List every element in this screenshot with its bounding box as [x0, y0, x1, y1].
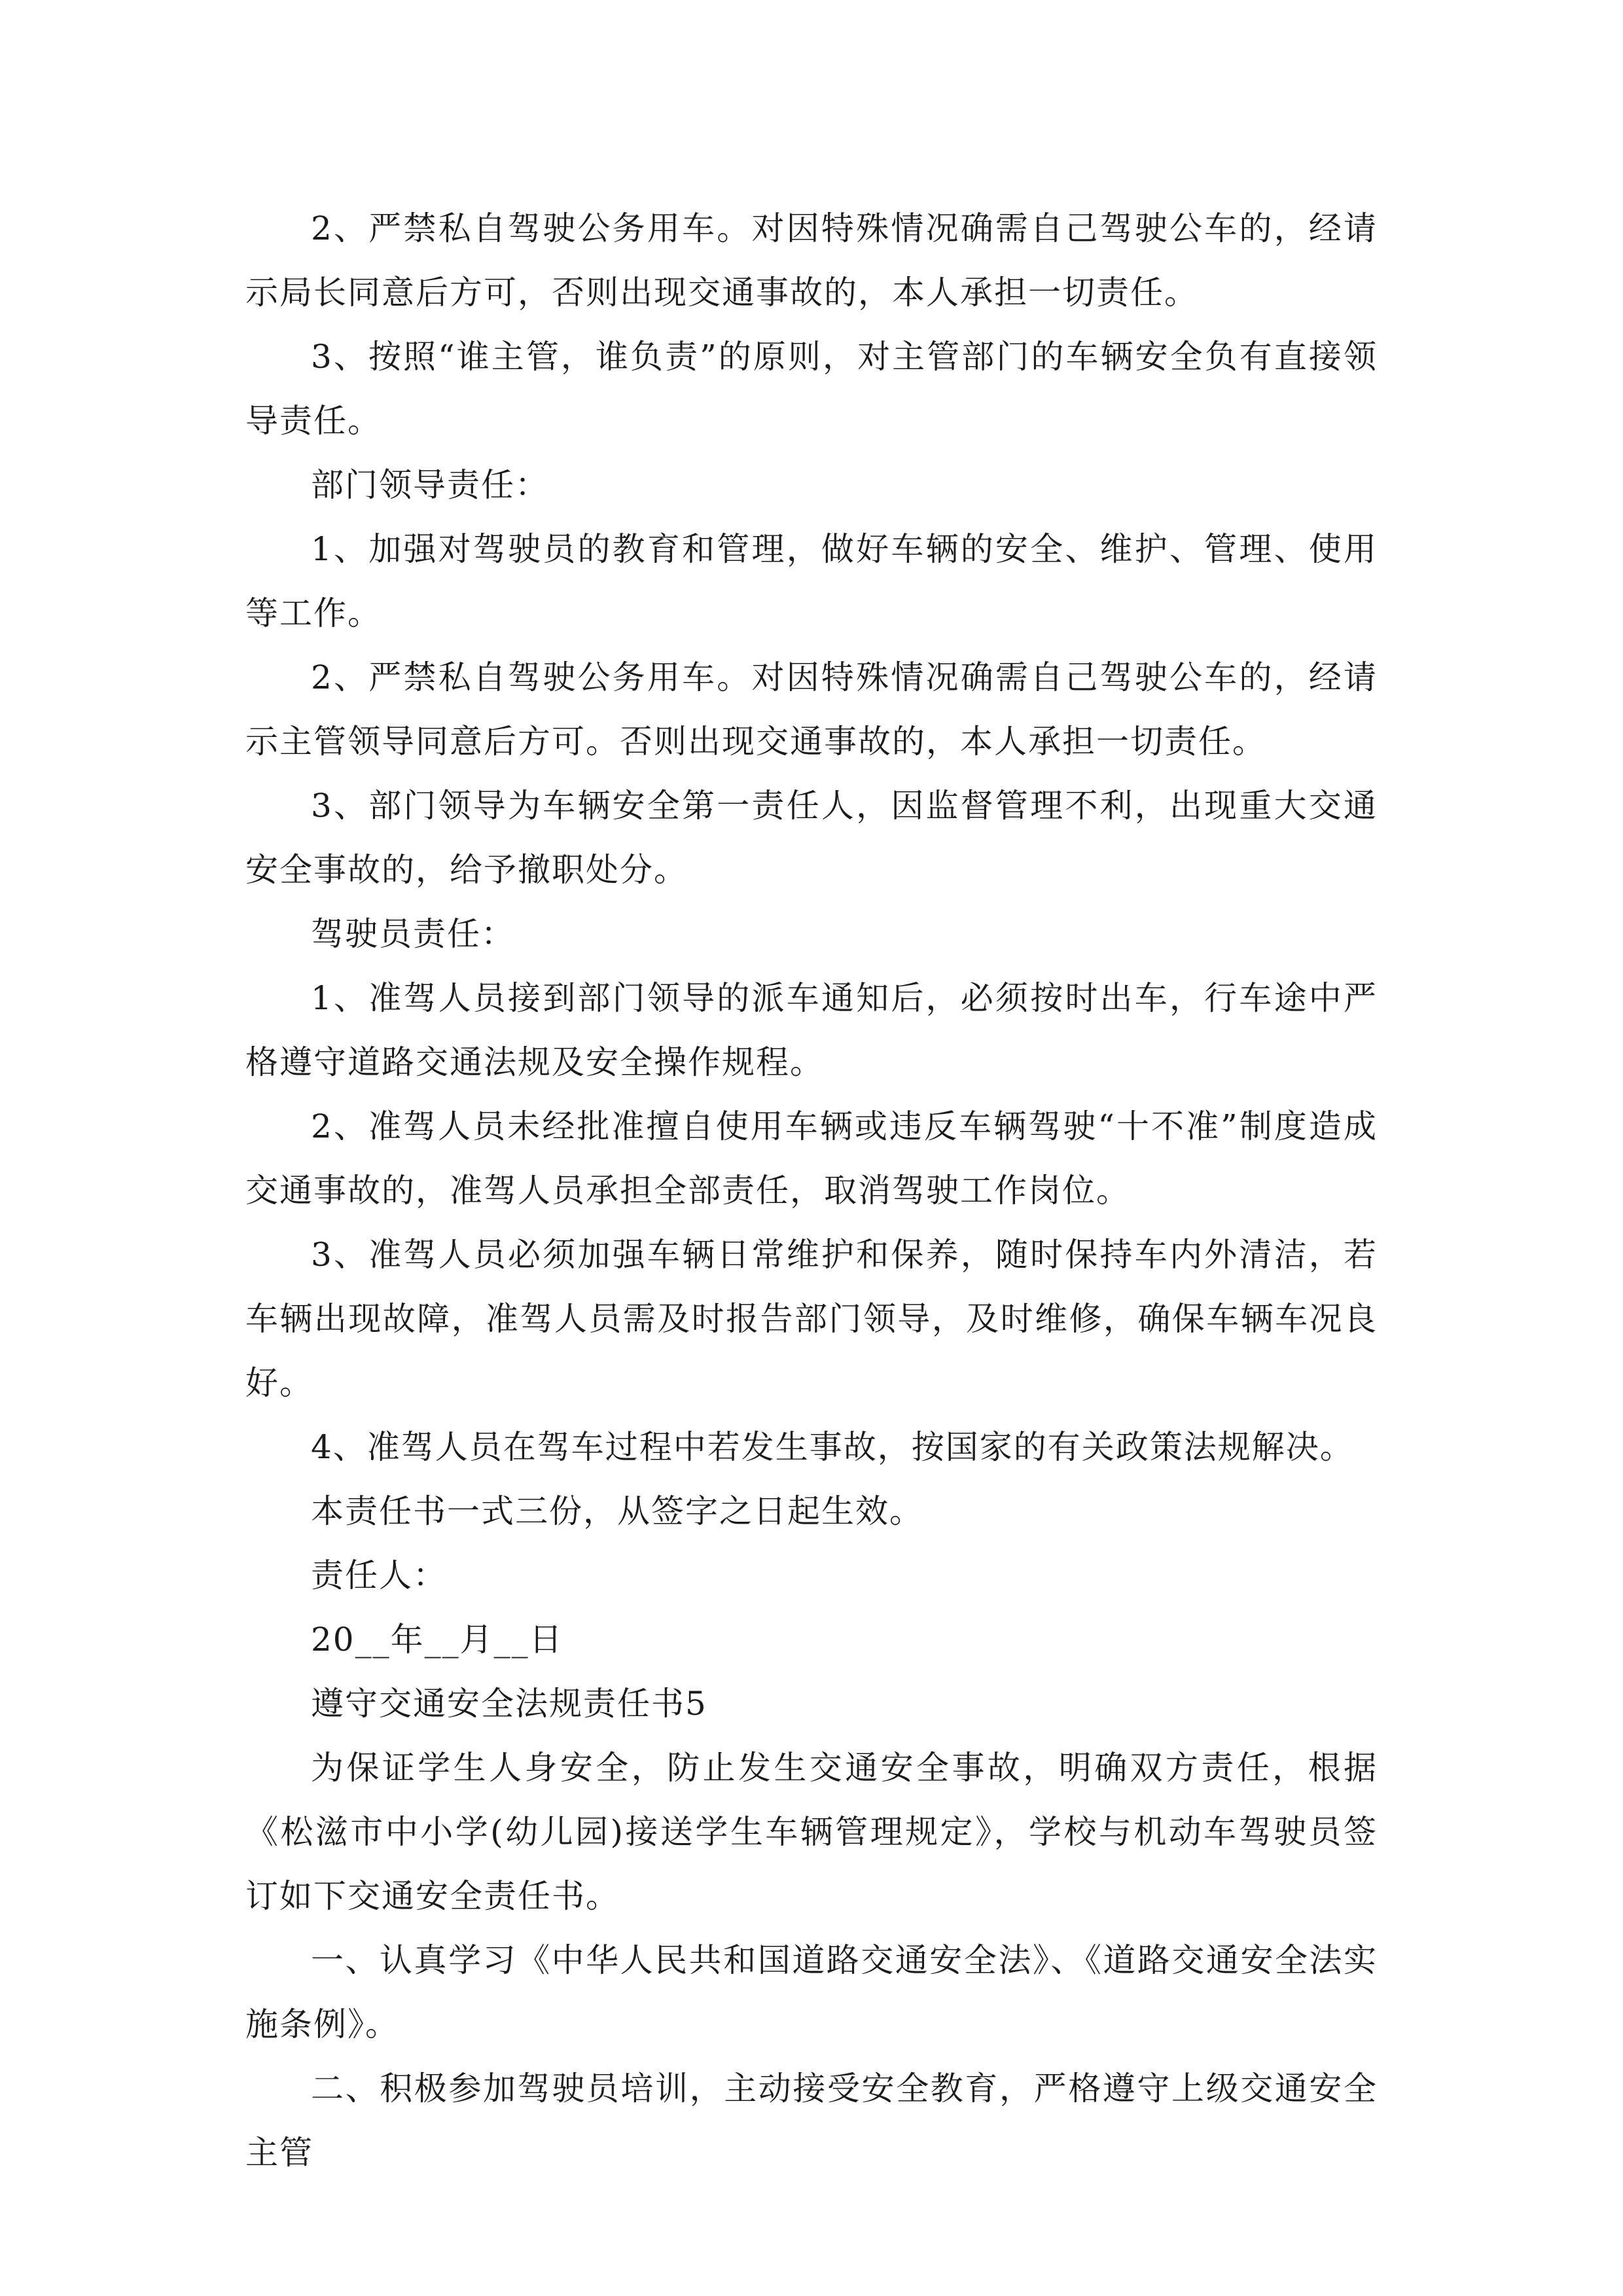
- paragraph: 2、严禁私自驾驶公务用车。对因特殊情况确需自己驾驶公车的，经请示局长同意后方可，否则出现交通事故的，本人承担一切责任。: [245, 209, 1378, 312]
- paragraph: 1、加强对驾驶员的教育和管理，做好车辆的安全、维护、管理、使用等工作。: [245, 530, 1378, 632]
- paragraph: 3、部门领导为车辆安全第一责任人，因监督管理不利，出现重大交通安全事故的，给予撤职处分。: [245, 787, 1378, 889]
- paragraph: 二、积极参加驾驶员培训，主动接受安全教育，严格遵守上级交通安全主管: [245, 2070, 1378, 2172]
- paragraph: 本责任书一式三份，从签字之日起生效。: [311, 1492, 923, 1530]
- date-line: 20__年__月__日: [311, 1621, 563, 1659]
- paragraph: 1、准驾人员接到部门领导的派车通知后，必须按时出车，行车途中严格遵守道路交通法规及安全操作规程。: [245, 979, 1378, 1081]
- section-heading: 部门领导责任：: [311, 466, 549, 504]
- section-heading: 驾驶员责任：: [311, 915, 515, 953]
- paragraph: 3、按照“谁主管，谁负责”的原则，对主管部门的车辆安全负有直接领导责任。: [245, 338, 1378, 440]
- paragraph: 为保证学生人身安全，防止发生交通安全事故，明确双方责任，根据《松滋市中小学(幼儿园)接送学生车辆管理规定》，学校与机动车驾驶员签订如下交通安全责任书。: [245, 1749, 1378, 1915]
- paragraph: 4、准驾人员在驾车过程中若发生事故，按国家的有关政策法规解决。: [311, 1428, 1354, 1466]
- signature-label: 责任人：: [311, 1556, 447, 1594]
- document-title: 遵守交通安全法规责任书5: [311, 1685, 707, 1723]
- document-body: [245, 196, 1378, 2185]
- paragraph: 2、准驾人员未经批准擅自使用车辆或违反车辆驾驶“十不准”制度造成交通事故的，准驾人员承担全部责任，取消驾驶工作岗位。: [245, 1107, 1378, 1210]
- paragraph: 一、认真学习《中华人民共和国道路交通安全法》、《道路交通安全法实施条例》。: [245, 1941, 1378, 2043]
- paragraph: 3、准驾人员必须加强车辆日常维护和保养，随时保持车内外清洁，若车辆出现故障，准驾人员需及时报告部门领导，及时维修，确保车辆车况良好。: [245, 1236, 1378, 1402]
- paragraph: 2、严禁私自驾驶公务用车。对因特殊情况确需自己驾驶公车的，经请示主管领导同意后方可。否则出现交通事故的，本人承担一切责任。: [245, 658, 1378, 761]
